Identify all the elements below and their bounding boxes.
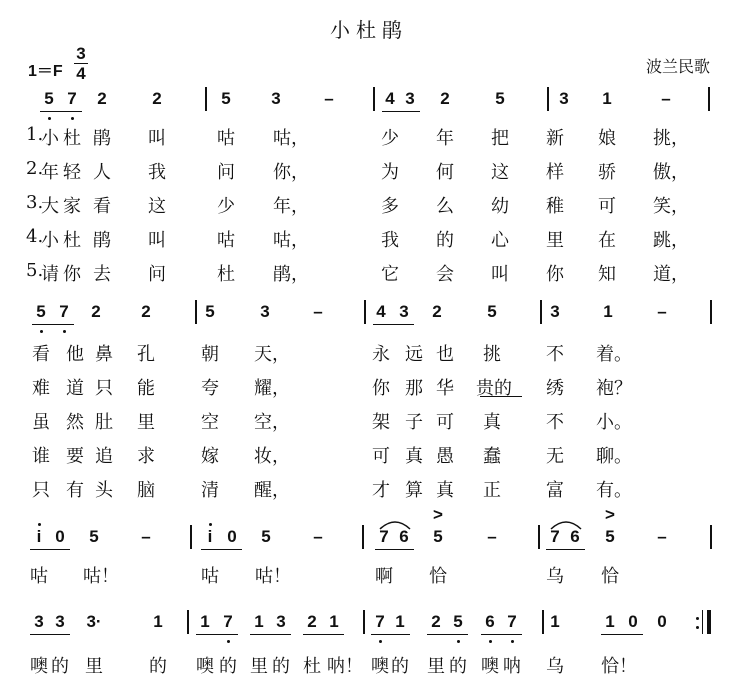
lyric-syllable: 可: [598, 196, 616, 217]
lyric-syllable: 的: [51, 656, 69, 677]
lyric-syllable: 他: [66, 344, 84, 365]
lyric-syllable: 你: [546, 264, 564, 285]
lyric-syllable: 咕: [201, 566, 219, 587]
lyric-syllable: 嫁: [201, 446, 219, 467]
lyric-syllable: 要: [66, 446, 84, 467]
lyric-syllable: 噢: [30, 656, 48, 677]
lyric-syllable: 恰: [601, 566, 619, 587]
lyric-syllable: 么: [436, 196, 454, 217]
lyric-syllable: 咕！: [83, 566, 119, 587]
note: 7: [223, 612, 233, 631]
lyric-syllable: 为: [381, 162, 399, 183]
lyric-syllable: 它: [381, 264, 399, 285]
lyric-syllable: 无: [546, 446, 564, 467]
lyric-syllable: 绣: [546, 378, 564, 399]
lyric-syllable: 有。: [596, 480, 632, 501]
lyric-syllable: 富: [546, 480, 564, 501]
note: 1: [200, 612, 210, 631]
note: 1: [603, 302, 613, 321]
note: 3: [405, 89, 415, 108]
lyric-syllable: 挑，: [653, 128, 689, 149]
note: –: [657, 527, 667, 546]
note: 2: [440, 89, 450, 108]
lyric-syllable: 呐！: [327, 656, 363, 677]
lyric-syllable: 着。: [596, 344, 632, 365]
lyric-syllable: 幼: [491, 196, 509, 217]
lyric-syllable: 可: [372, 446, 390, 467]
song-source: 波兰民歌: [645, 57, 710, 76]
note: 2: [141, 302, 151, 321]
note: 1: [550, 612, 560, 631]
note: 5: [89, 527, 99, 546]
note: 0: [628, 612, 638, 631]
note: 1: [153, 612, 163, 631]
accent-mark: >: [605, 505, 615, 524]
lyric-syllable: 你: [372, 378, 390, 399]
lyric-syllable: 真: [405, 446, 423, 467]
lyric-syllable: 谁: [32, 446, 50, 467]
note: 6: [485, 612, 495, 631]
note: 7: [59, 302, 69, 321]
note: 5: [453, 612, 463, 631]
note: 1: [329, 612, 339, 631]
note: 5: [205, 302, 215, 321]
key-signature: 1＝F: [28, 63, 63, 80]
lyric-syllable: 咕，: [273, 128, 309, 149]
slur-arc: [380, 522, 410, 529]
lyric-syllable: 里: [427, 656, 445, 677]
lyric-syllable: 杜: [63, 128, 81, 149]
note: –: [661, 89, 671, 108]
lyric-syllable: 子: [405, 412, 423, 433]
lyric-syllable: 把: [491, 128, 509, 149]
lyric-syllable: 这: [491, 162, 509, 183]
lyric-syllable: 难: [32, 378, 50, 399]
note: 4: [376, 302, 386, 321]
lyric-syllable: 有: [66, 480, 84, 501]
note: i: [36, 527, 42, 546]
lyric-syllable: 远: [405, 344, 423, 365]
lyric-syllable: 然: [66, 412, 84, 433]
note: –: [324, 89, 334, 108]
lyric-syllable: 傲，: [653, 162, 689, 183]
accent-mark: >: [433, 505, 443, 524]
lyric-syllable: 肚: [95, 412, 113, 433]
lyric-syllable: 空: [201, 412, 219, 433]
lyric-syllable: 空，: [254, 412, 290, 433]
lyric-syllable: 你，: [273, 162, 309, 183]
verse-number: 3.: [26, 192, 44, 213]
lyric-syllable: 的: [272, 656, 290, 677]
note: 5: [44, 89, 54, 108]
lyric-syllable: 问: [148, 264, 166, 285]
lyric-syllable: 正: [483, 480, 501, 501]
lyric-syllable: 鹃: [93, 128, 111, 149]
lyric-syllable: 脑: [137, 480, 155, 501]
note: 5: [221, 89, 231, 108]
lyric-syllable: 虽: [32, 412, 50, 433]
note: 1: [605, 612, 615, 631]
lyric-syllable: 架: [372, 412, 390, 433]
note: 5: [36, 302, 46, 321]
note: 2: [152, 89, 162, 108]
lyric-syllable: 小: [41, 230, 59, 251]
note: 7: [550, 527, 560, 546]
note: 0: [55, 527, 65, 546]
lyric-syllable: 的: [391, 656, 409, 677]
lyric-syllable: 咕，: [273, 230, 309, 251]
lyric-syllable: 我: [148, 162, 166, 183]
lyric-syllable: 鹃: [93, 230, 111, 251]
note: –: [657, 302, 667, 321]
verse-number: 1.: [26, 124, 44, 145]
lyric-syllable: 的: [149, 656, 167, 677]
note: –: [487, 527, 497, 546]
lyric-syllable: 心: [491, 230, 509, 251]
lyric-syllable: 叫: [148, 230, 166, 251]
note: 2: [97, 89, 107, 108]
note: 3: [276, 612, 286, 631]
lyric-syllable: 贵的: [476, 378, 512, 399]
slur-arc: [551, 522, 581, 529]
note: 7: [379, 527, 389, 546]
lyric-syllable: 看: [32, 344, 50, 365]
note: 1: [254, 612, 264, 631]
lyric-syllable: 噢: [196, 656, 214, 677]
lyric-syllable: 不: [546, 412, 564, 433]
lyric-syllable: 孔: [137, 344, 155, 365]
lyric-syllable: 年: [41, 162, 59, 183]
note: 3: [550, 302, 560, 321]
lyric-syllable: 头: [95, 480, 113, 501]
lyric-syllable: 蠢: [483, 446, 501, 467]
lyric-syllable: 人: [93, 162, 111, 183]
lyric-syllable: 看: [93, 196, 111, 217]
note: 5: [495, 89, 505, 108]
note: 5: [261, 527, 271, 546]
lyric-syllable: 噢: [371, 656, 389, 677]
note: 3·: [86, 612, 102, 631]
lyric-syllable: 不: [546, 344, 564, 365]
lyric-syllable: 道: [66, 378, 84, 399]
note: 3: [271, 89, 281, 108]
lyric-syllable: 求: [137, 446, 155, 467]
lyric-syllable: 挑: [483, 344, 501, 365]
lyric-syllable: 在: [598, 230, 616, 251]
note: 3: [559, 89, 569, 108]
lyric-syllable: 小。: [596, 412, 632, 433]
lyric-syllable: 去: [93, 264, 111, 285]
note: 6: [570, 527, 580, 546]
lyric-syllable: 愚: [436, 446, 454, 467]
lyric-syllable: 家: [63, 196, 81, 217]
lyric-syllable: 里: [137, 412, 155, 433]
lyric-syllable: 咕: [30, 566, 48, 587]
note: 3: [34, 612, 44, 631]
lyric-syllable: 娘: [598, 128, 616, 149]
lyric-syllable: 年: [436, 128, 454, 149]
song-title: 小杜鹃: [330, 18, 408, 42]
note: 5: [433, 527, 443, 546]
lyric-syllable: 骄: [598, 162, 616, 183]
lyric-syllable: 才: [372, 480, 390, 501]
lyric-syllable: 聊。: [596, 446, 632, 467]
lyric-syllable: 何: [436, 162, 454, 183]
lyric-syllable: 能: [137, 378, 155, 399]
lyric-syllable: 清: [201, 480, 219, 501]
lyric-syllable: 轻: [63, 162, 81, 183]
lyric-syllable: 鹃，: [273, 264, 309, 285]
lyric-syllable: 永: [372, 344, 390, 365]
lyric-syllable: 少: [217, 196, 235, 217]
lyric-syllable: 噢: [481, 656, 499, 677]
note: –: [313, 302, 323, 321]
note: 2: [432, 302, 442, 321]
lyric-syllable: 耀，: [254, 378, 290, 399]
lyric-syllable: 这: [148, 196, 166, 217]
lyric-syllable: 会: [436, 264, 454, 285]
lyric-syllable: 恰: [429, 566, 447, 587]
lyric-syllable: 恰！: [601, 656, 637, 677]
lyric-syllable: 你: [63, 264, 81, 285]
lyric-syllable: 朝: [201, 344, 219, 365]
lyric-syllable: 真: [436, 480, 454, 501]
note: 3: [399, 302, 409, 321]
lyric-syllable: 杜: [63, 230, 81, 251]
lyric-syllable: 叫: [491, 264, 509, 285]
lyric-syllable: 里: [250, 656, 268, 677]
lyric-syllable: 稚: [546, 196, 564, 217]
verse-number: 5.: [26, 260, 44, 281]
time-signature-numerator: 3: [76, 44, 86, 63]
lyric-syllable: 追: [95, 446, 113, 467]
lyric-syllable: 样: [546, 162, 564, 183]
note: 7: [375, 612, 385, 631]
lyric-syllable: 道，: [653, 264, 689, 285]
note: 1: [602, 89, 612, 108]
lyric-syllable: 多: [381, 196, 399, 217]
lyric-syllable: 醒，: [254, 480, 290, 501]
lyric-syllable: 的: [219, 656, 237, 677]
note: 7: [507, 612, 517, 631]
note: 0: [657, 612, 667, 631]
lyric-syllable: 笑，: [653, 196, 689, 217]
note: –: [141, 527, 151, 546]
verse-number: 4.: [26, 226, 44, 247]
note: 3: [55, 612, 65, 631]
lyric-syllable: 跳，: [653, 230, 689, 251]
lyric-syllable: 年，: [273, 196, 309, 217]
lyric-syllable: 问: [217, 162, 235, 183]
lyric-syllable: 叫: [148, 128, 166, 149]
lyric-syllable: 杜: [303, 656, 321, 677]
lyric-syllable: 杜: [217, 264, 235, 285]
lyric-syllable: 大: [41, 196, 59, 217]
note: 2: [307, 612, 317, 631]
lyric-syllable: 呐: [503, 656, 521, 677]
verse-number: 2.: [26, 158, 44, 179]
lyric-syllable: 只: [95, 378, 113, 399]
lyric-syllable: 袍？: [596, 378, 632, 399]
note: 2: [91, 302, 101, 321]
lyric-syllable: 乌: [546, 566, 564, 587]
lyric-syllable: 算: [405, 480, 423, 501]
lyric-syllable: 啊: [375, 566, 393, 587]
lyric-syllable: 少: [381, 128, 399, 149]
note: 4: [385, 89, 395, 108]
lyric-syllable: 咕！: [255, 566, 291, 587]
note: 1: [395, 612, 405, 631]
lyric-syllable: 真: [483, 412, 501, 433]
lyric-syllable: 也: [436, 344, 454, 365]
note: 7: [67, 89, 77, 108]
lyric-syllable: 天，: [254, 344, 290, 365]
lyric-syllable: 鼻: [95, 344, 113, 365]
note: 3: [260, 302, 270, 321]
lyric-syllable: 咕: [217, 128, 235, 149]
lyric-syllable: 我: [381, 230, 399, 251]
lyric-syllable: 乌: [546, 656, 564, 677]
note: 5: [605, 527, 615, 546]
lyric-syllable: 那: [405, 378, 423, 399]
lyric-syllable: 的: [449, 656, 467, 677]
note: –: [313, 527, 323, 546]
lyric-syllable: 咕: [217, 230, 235, 251]
lyric-syllable: 妆，: [254, 446, 290, 467]
lyric-syllable: 知: [598, 264, 616, 285]
note: 2: [431, 612, 441, 631]
time-signature-denominator: 4: [76, 64, 86, 83]
note: 6: [399, 527, 409, 546]
lyric-syllable: 只: [32, 480, 50, 501]
lyric-syllable: 里: [546, 230, 564, 251]
note: i: [207, 527, 213, 546]
lyric-syllable: 华: [436, 378, 454, 399]
lyric-syllable: 里: [85, 656, 103, 677]
note: 0: [227, 527, 237, 546]
lyric-syllable: 的: [436, 230, 454, 251]
note: 5: [487, 302, 497, 321]
lyric-syllable: 可: [436, 412, 454, 433]
lyric-syllable: 请: [41, 264, 59, 285]
lyric-syllable: 新: [546, 128, 564, 149]
lyric-syllable: 小: [41, 128, 59, 149]
lyric-syllable: 夸: [201, 378, 219, 399]
